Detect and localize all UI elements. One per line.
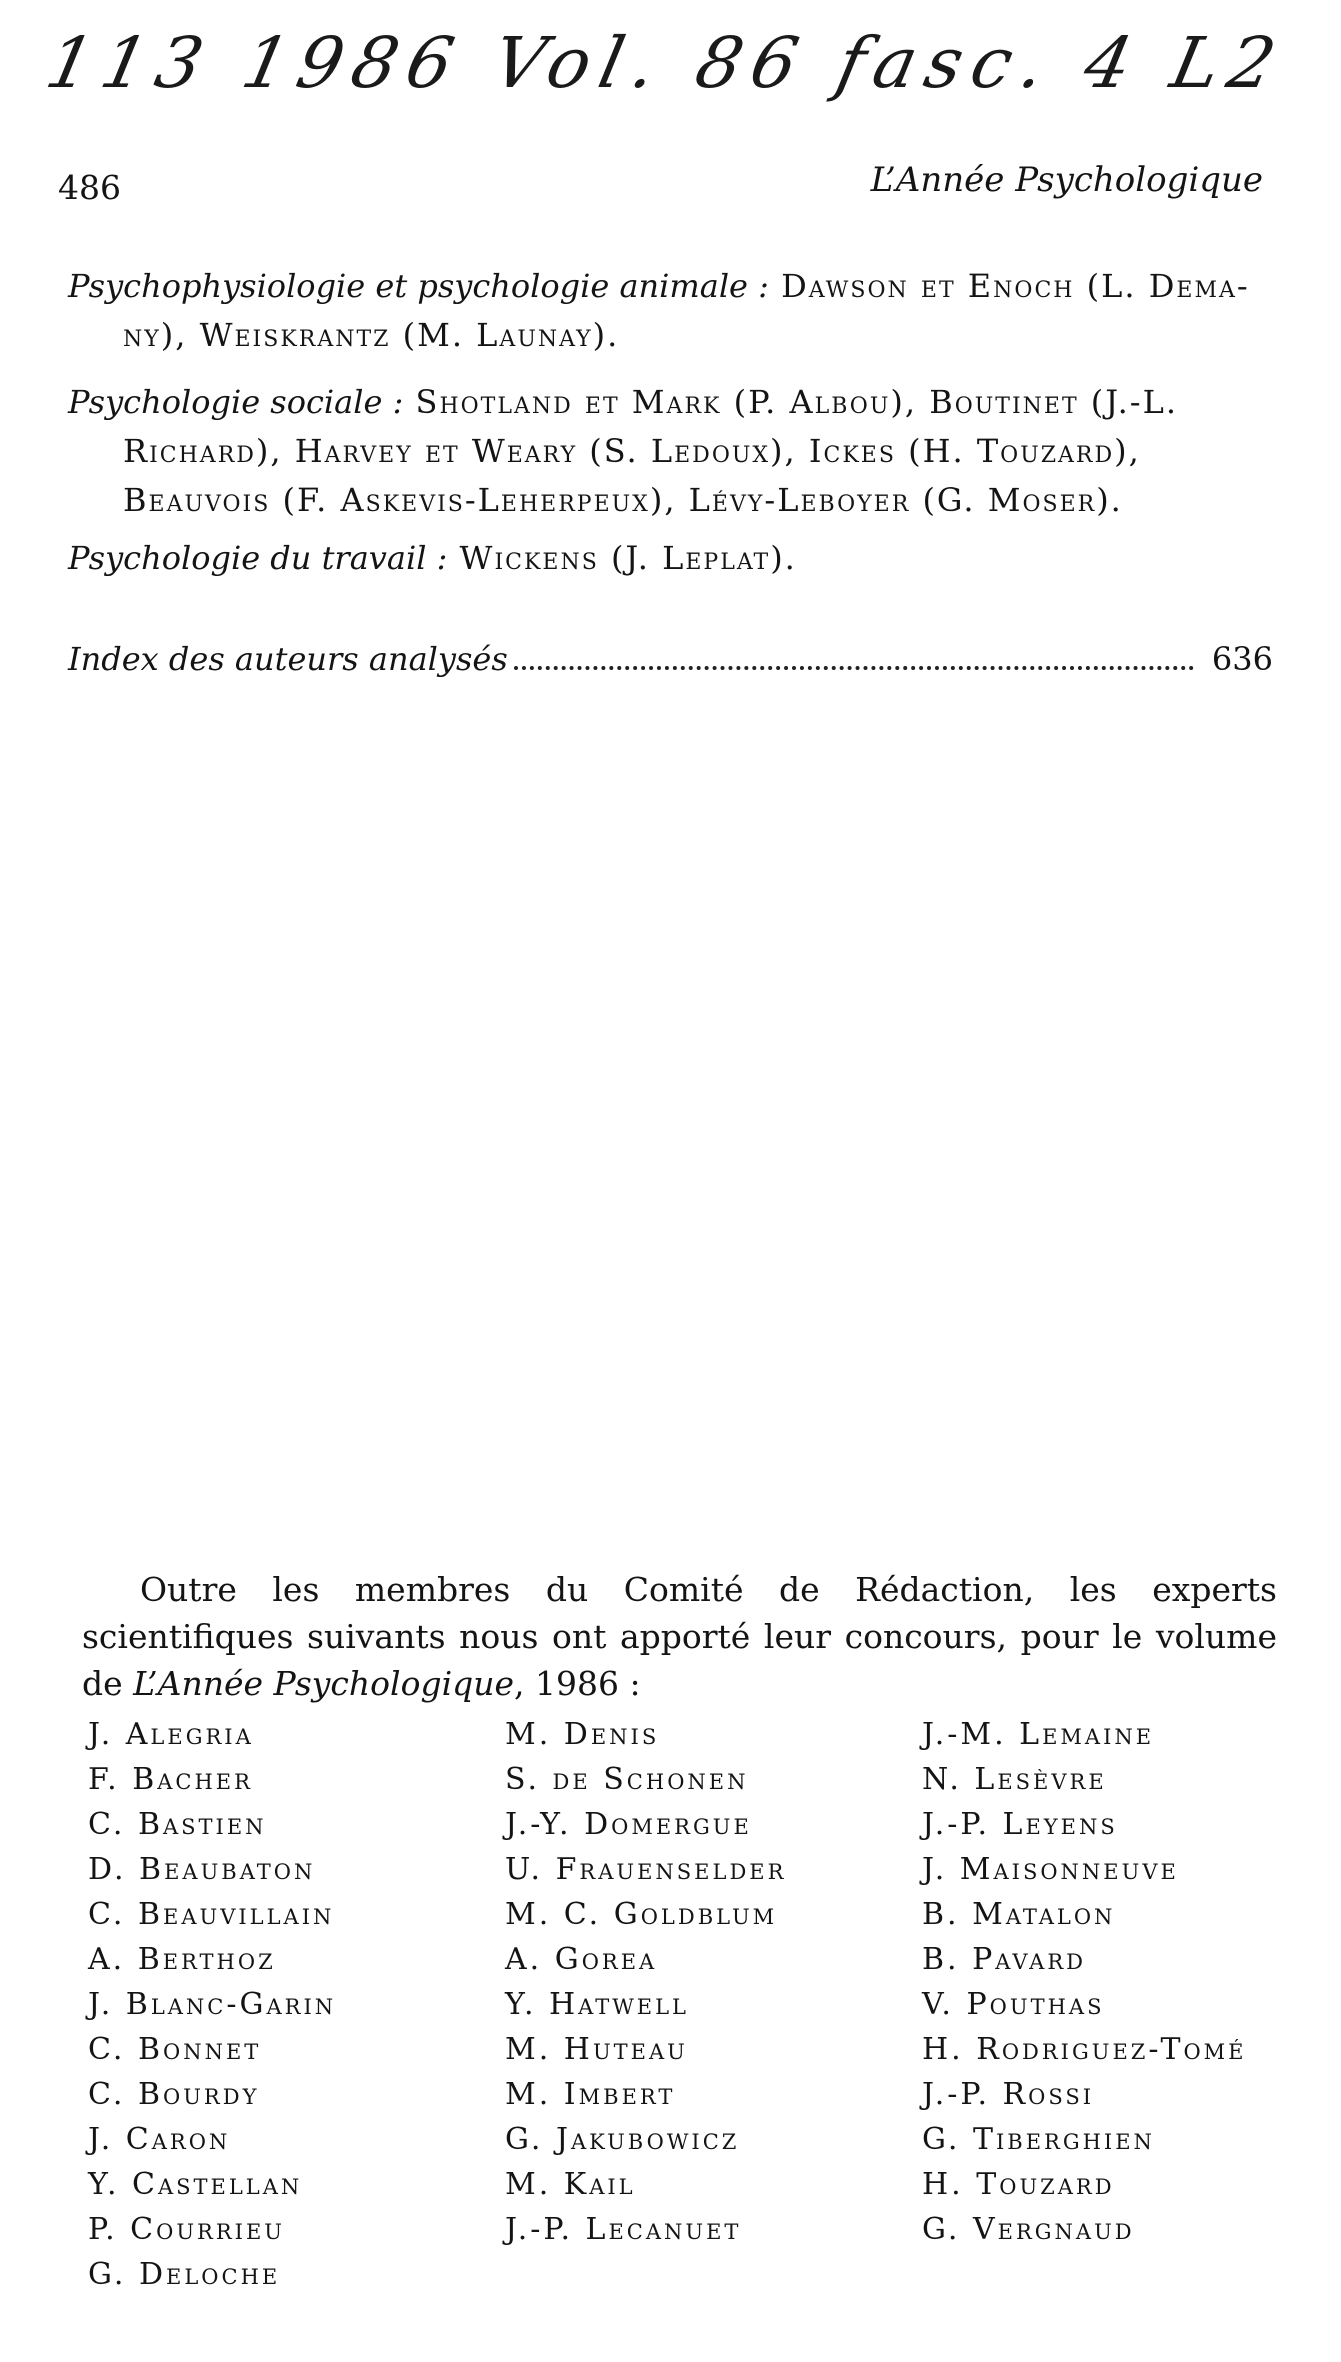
expert-name: C. Bonnet bbox=[88, 2032, 262, 2067]
toc-section-label: Psychologie du travail : bbox=[68, 539, 448, 577]
index-page-number: 636 bbox=[1211, 640, 1273, 678]
expert-name: C. Bourdy bbox=[88, 2077, 260, 2112]
expert-name: J.-P. Rossi bbox=[922, 2077, 1095, 2112]
expert-name: H. Touzard bbox=[922, 2167, 1115, 2202]
expert-name: S. de Schonen bbox=[505, 1762, 749, 1797]
expert-name: J. Caron bbox=[88, 2122, 231, 2157]
toc-entry-psychologie-sociale bbox=[68, 378, 1273, 525]
expert-name: M. C. Goldblum bbox=[505, 1897, 778, 1932]
expert-name: J.-P. Lecanuet bbox=[505, 2212, 742, 2247]
expert-name: C. Bastien bbox=[88, 1807, 267, 1842]
expert-name: J. Maisonneuve bbox=[922, 1852, 1179, 1887]
handwritten-annotation: 113 1986 Vol. 86 fasc. 4 L2 bbox=[39, 22, 1293, 104]
ack-text-before: Outre les membres du Comité de Rédaction, les experts scientifiques suivants nous ont apporté leur concours, pour le volume de bbox=[82, 1570, 1277, 1703]
expert-name: C. Beauvillain bbox=[88, 1897, 335, 1932]
expert-name: M. Huteau bbox=[505, 2032, 688, 2067]
index-entry bbox=[68, 640, 1273, 678]
toc-entry-text: Richard), Harvey et Weary (S. Ledoux), Ickes (H. Touzard), bbox=[123, 432, 1141, 470]
expert-name: A. Berthoz bbox=[88, 1942, 276, 1977]
expert-name: A. Gorea bbox=[505, 1942, 658, 1977]
toc-entry-text: ny), Weiskrantz (M. Launay). bbox=[123, 316, 620, 354]
running-title: L’Année Psychologique bbox=[870, 160, 1263, 200]
expert-name: J.-P. Leyens bbox=[922, 1807, 1118, 1842]
expert-name: M. Kail bbox=[505, 2167, 636, 2202]
expert-name: D. Beaubaton bbox=[88, 1852, 316, 1887]
toc-entry-text: Wickens (J. Leplat). bbox=[447, 539, 797, 577]
expert-name: V. Pouthas bbox=[922, 1987, 1105, 2022]
experts-column-2 bbox=[505, 1712, 786, 2252]
experts-column-1 bbox=[88, 1712, 336, 2297]
journal-title: L’Année Psychologique bbox=[133, 1664, 515, 1703]
ack-text-after: , 1986 : bbox=[514, 1664, 641, 1703]
expert-name: N. Lesèvre bbox=[922, 1762, 1107, 1797]
toc-section-label: Psychophysiologie et psychologie animale : bbox=[68, 267, 769, 305]
toc-entry-text: Shotland et Mark (P. Albou), Boutinet (J.-L. bbox=[403, 383, 1179, 421]
expert-name: F. Bacher bbox=[88, 1762, 253, 1797]
expert-name: P. Courrieu bbox=[88, 2212, 285, 2247]
expert-name: M. Denis bbox=[505, 1717, 660, 1752]
toc-section-label: Psychologie sociale : bbox=[68, 383, 404, 421]
expert-name: J. Blanc-Garin bbox=[88, 1987, 337, 2022]
toc-entry-text: Dawson et Enoch (L. Dema- bbox=[768, 267, 1250, 305]
expert-name: Y. Hatwell bbox=[505, 1987, 690, 2022]
expert-name: M. Imbert bbox=[505, 2077, 676, 2112]
expert-name: B. Matalon bbox=[922, 1897, 1116, 1932]
expert-name: H. Rodriguez-Tomé bbox=[922, 2032, 1247, 2067]
expert-name: G. Tiberghien bbox=[922, 2122, 1155, 2157]
toc-entry-psychophysiologie bbox=[68, 262, 1273, 360]
expert-name: J.-Y. Domergue bbox=[505, 1807, 752, 1842]
expert-name: G. Vergnaud bbox=[922, 2212, 1135, 2247]
experts-column-3 bbox=[922, 1712, 1247, 2252]
expert-name: G. Jakubowicz bbox=[505, 2122, 740, 2157]
acknowledgement-paragraph bbox=[82, 1566, 1277, 1707]
toc-entry-psychologie-travail bbox=[68, 534, 1273, 583]
expert-name: B. Pavard bbox=[922, 1942, 1086, 1977]
expert-name: Y. Castellan bbox=[88, 2167, 303, 2202]
expert-name: J. Alegria bbox=[88, 1717, 254, 1752]
index-label: Index des auteurs analysés bbox=[68, 640, 508, 678]
expert-name: J.-M. Lemaine bbox=[922, 1717, 1155, 1752]
leader-dots bbox=[514, 666, 1194, 670]
toc-entry-text: Beauvois (F. Askevis-Leherpeux), Lévy-Leboyer (G. Moser). bbox=[123, 481, 1123, 519]
page-number: 486 bbox=[58, 168, 121, 207]
expert-name: G. Deloche bbox=[88, 2257, 281, 2292]
expert-name: U. Frauenselder bbox=[505, 1852, 787, 1887]
